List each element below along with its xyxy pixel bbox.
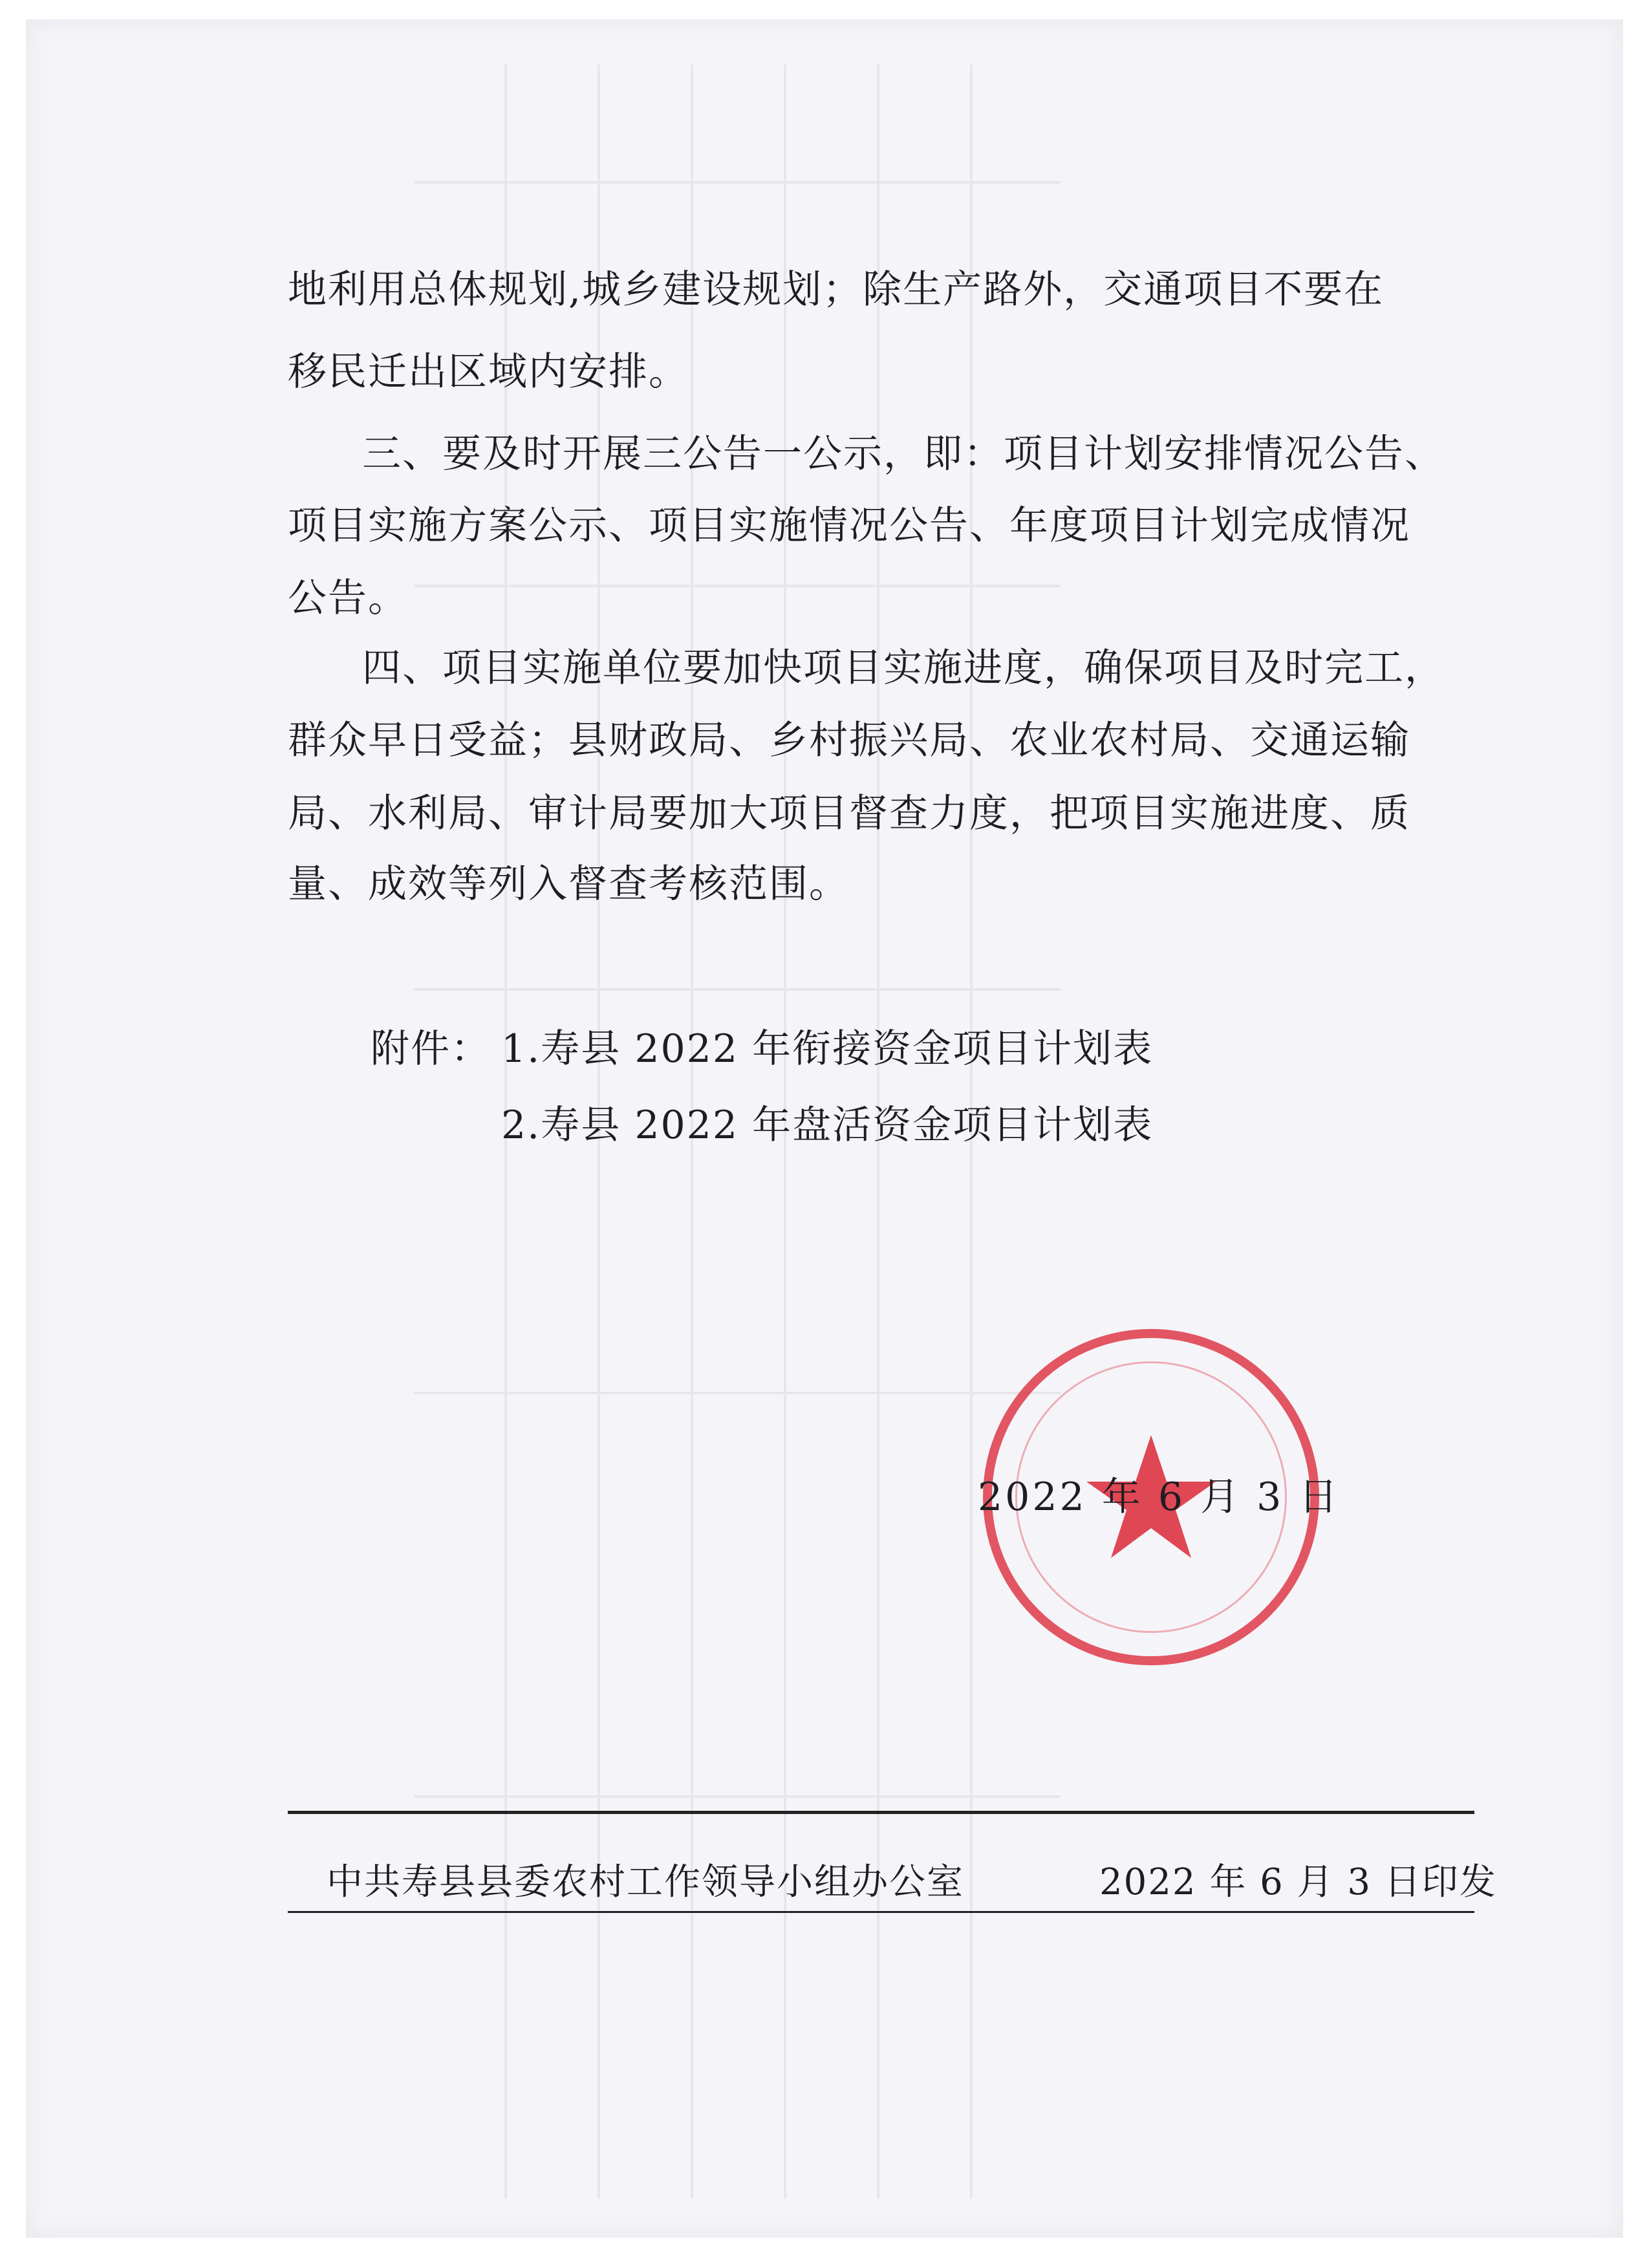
body-line-3: 三、要及时开展三公告一公示，即：项目计划安排情况公告、 bbox=[362, 431, 1445, 477]
signature-date: 2022 年 6 月 3 日 bbox=[978, 1474, 1341, 1520]
footer-top-rule bbox=[288, 1811, 1474, 1814]
body-line-4: 项目实施方案公示、项目实施情况公告、年度项目计划完成情况 bbox=[288, 503, 1410, 548]
body-line-9: 量、成效等列入督查考核范围。 bbox=[288, 861, 849, 907]
attachment-item-1: 1.寿县 2022 年衔接资金项目计划表 bbox=[501, 1026, 1154, 1072]
attachments-label: 附件： bbox=[371, 1026, 491, 1072]
body-line-1: 地利用总体规划,城乡建设规划；除生产路外，交通项目不要在 bbox=[288, 267, 1385, 312]
body-line-7: 群众早日受益；县财政局、乡村振兴局、农业农村局、交通运输 bbox=[288, 718, 1410, 763]
footer-issue-date: 2022 年 6 月 3 日印发 bbox=[1099, 1861, 1497, 1903]
footer-issuer: 中共寿县县委农村工作领导小组办公室 bbox=[327, 1861, 964, 1903]
attachment-item-2: 2.寿县 2022 年盘活资金项目计划表 bbox=[501, 1103, 1154, 1148]
body-line-5: 公告。 bbox=[288, 576, 408, 621]
footer-bottom-rule bbox=[288, 1911, 1474, 1913]
body-line-2: 移民迁出区域内安排。 bbox=[288, 349, 689, 394]
body-line-6: 四、项目实施单位要加快项目实施进度，确保项目及时完工， bbox=[362, 645, 1445, 691]
body-line-8: 局、水利局、审计局要加大项目督查力度，把项目实施进度、质 bbox=[288, 791, 1410, 836]
